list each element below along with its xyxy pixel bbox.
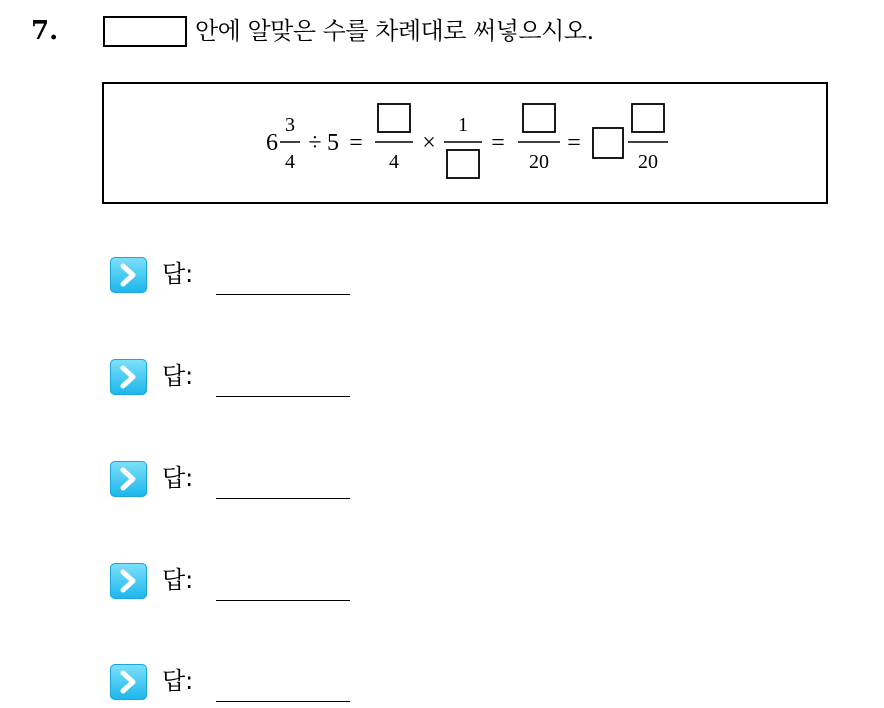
blank-box-2[interactable] [447,150,479,178]
equation [104,84,826,202]
answer-row-4 [110,563,370,603]
denominator-20: 20 [529,151,549,173]
times-sign: × [422,130,436,156]
answer-row-2 [110,359,370,399]
answer-label: 답: [162,667,194,695]
answer-blank-line[interactable] [216,701,350,702]
answer-label: 답: [162,566,194,594]
question-instruction: 안에 알맞은 수를 차례대로 써넣으시오. [195,17,594,45]
answer-blank-line[interactable] [216,498,350,499]
blank-box-symbol [103,16,187,47]
chevron-right-icon [110,359,147,395]
blank-box-3[interactable] [523,104,555,132]
answer-label: 답: [162,362,194,390]
denominator-4: 4 [285,151,295,173]
divide-sign: ÷ [308,130,322,156]
denominator-4: 4 [389,151,399,173]
numerator-1: 1 [458,114,468,136]
blank-box-5[interactable] [632,104,664,132]
blank-box-1[interactable] [378,104,410,132]
chevron-right-icon [110,664,147,700]
question-number: 7. [31,16,59,46]
answer-label: 답: [162,260,194,288]
equals-sign: = [567,130,581,156]
answer-blank-line[interactable] [216,600,350,601]
blank-box-4[interactable] [593,128,623,158]
answer-label: 답: [162,464,194,492]
denominator-20: 20 [638,151,658,173]
divisor: 5 [327,130,339,156]
chevron-right-icon [110,461,147,497]
numerator-3: 3 [285,114,295,136]
answer-row-1 [110,257,370,297]
whole-number: 6 [266,130,278,156]
answer-blank-line[interactable] [216,294,350,295]
answer-blank-line[interactable] [216,396,350,397]
chevron-right-icon [110,563,147,599]
answer-row-3 [110,461,370,501]
equals-sign: = [349,130,363,156]
equation-frame [102,82,828,204]
chevron-right-icon [110,257,147,293]
answer-row-5 [110,664,370,704]
equals-sign: = [491,130,505,156]
